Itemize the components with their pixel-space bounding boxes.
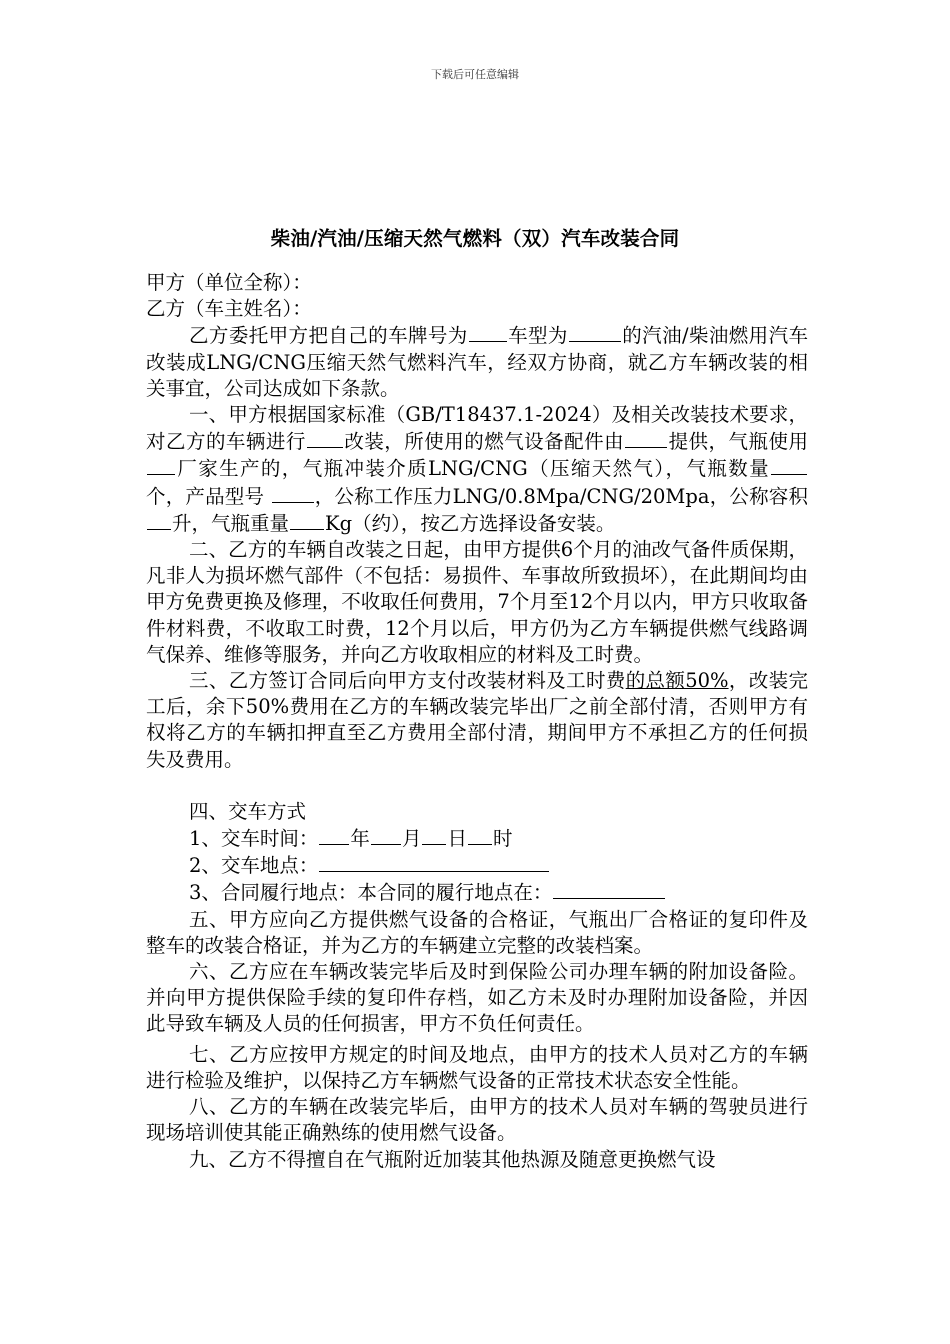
- contract-body: [146, 270, 808, 1173]
- delivery-year-blank[interactable]: [319, 825, 349, 845]
- clause-5: 五、甲方应向乙方提供燃气设备的合格证，气瓶出厂合格证的复印件及整车的改装合格证，并为乙方的车辆建立完整的改装档案。: [146, 907, 808, 957]
- vehicle-model-blank[interactable]: [569, 322, 621, 342]
- clause-2: 二、乙方的车辆自改装之日起，由甲方提供6个月的油改气备件质保期，凡非人为损坏燃气部件（不包括：易损件、车事故所致损坏），在此期间均由甲方免费更换及修理，不收取任何费用，7个月至12个月以内，甲方只收取备件材料费，不收取工时费，12个月以后，甲方仍为乙方车辆提供燃气线路调气保养、维修等服务，并向乙方收取相应的材料及工时费。: [146, 538, 808, 666]
- clause-1-text-2: 改装，所使用的燃气设备配件由: [343, 430, 625, 454]
- intro-text-3: 的汽油/柴油燃用汽车改装成LNG/CNG压缩天然气燃料汽车，经双方协商，就乙方车辆改装的相关事宜，公司达成如下条款。: [146, 324, 808, 400]
- clause-7: 七、乙方应按甲方规定的时间及地点，由甲方的技术人员对乙方的车辆进行检验及维护，以保持乙方车辆燃气设备的正常技术状态安全性能。: [146, 1042, 808, 1092]
- delivery-time-line: [146, 825, 808, 852]
- clause-1: [146, 402, 808, 537]
- plate-number-blank[interactable]: [469, 322, 507, 342]
- clause-1-text-3: 提供，气瓶使用: [668, 430, 808, 454]
- delivery-place-blank[interactable]: [319, 852, 549, 872]
- delivery-place-label: 2、交车地点：: [189, 854, 319, 878]
- contract-venue-label: 3、合同履行地点：本合同的履行地点在：: [189, 881, 553, 905]
- clause-4-heading: 四、交车方式: [189, 799, 307, 823]
- clause-1-text-1: 一、甲方根据国家标准（GB/T18437.1-2024）及相关改装技术要求，对乙方的车辆进行: [146, 403, 808, 454]
- contract-venue-blank[interactable]: [553, 879, 665, 899]
- cylinder-count-blank[interactable]: [771, 455, 807, 475]
- hour-unit: 时: [492, 827, 513, 851]
- supplier-blank[interactable]: [625, 428, 667, 448]
- intro-paragraph: [146, 322, 808, 402]
- clause-3: [146, 668, 808, 773]
- intro-text-1: 乙方委托甲方把自己的车牌号为: [189, 324, 468, 348]
- clause-1-text-5: 个，产品型号: [146, 484, 265, 508]
- clause-1-text-7: 升，气瓶重量: [172, 511, 290, 535]
- cylinder-weight-blank[interactable]: [290, 510, 324, 530]
- contract-title: 柴油/汽油/压缩天然气燃料（双）汽车改装合同: [270, 227, 680, 250]
- page-header-note: 下载后可任意编辑: [431, 68, 519, 81]
- clause-1-text-6: ，公称工作压力LNG/0.8Mpa/CNG/20Mpa，公称容积: [314, 484, 808, 508]
- clause-8: 八、乙方的车辆在改装完毕后，由甲方的技术人员对车辆的驾驶员进行现场培训使其能正确熟练的使用燃气设备。: [146, 1095, 808, 1145]
- intro-text-2: 车型为: [507, 324, 568, 348]
- clause-9: 九、乙方不得擅自在气瓶附近加装其他热源及随意更换燃气设: [189, 1147, 716, 1171]
- contract-venue-line: [146, 879, 808, 906]
- month-unit: 月: [401, 827, 422, 851]
- delivery-place-line: [146, 852, 808, 879]
- delivery-time-label: 1、交车时间：: [189, 827, 319, 851]
- clause-1-text-4: 厂家生产的，气瓶冲装介质LNG/CNG（压缩天然气），气瓶数量: [176, 457, 770, 481]
- manufacturer-blank[interactable]: [147, 455, 175, 475]
- day-unit: 日: [447, 827, 467, 851]
- product-model-blank[interactable]: [272, 483, 314, 503]
- volume-blank[interactable]: [147, 510, 171, 530]
- delivery-month-blank[interactable]: [371, 825, 401, 845]
- paragraph-gap: [146, 773, 808, 799]
- party-a-line: 甲方（单位全称）：: [146, 271, 312, 294]
- clause-3-text-3: ，改装完工后，余下50%费用在乙方的车辆改装完毕出厂之前全部付清，否则甲方有权将乙方的车辆扣押直至乙方费用全部付清，期间甲方不承担乙方的任何损失及费用。: [146, 669, 808, 771]
- delivery-day-blank[interactable]: [422, 825, 446, 845]
- clause-6: 六、乙方应在车辆改装完毕后及时到保险公司办理车辆的附加设备险。并向甲方提供保险手续的复印件存档，如乙方未及时办理附加设备险，并因此导致车辆及人员的任何损害，甲方不负任何责任。: [146, 960, 808, 1036]
- modification-type-blank[interactable]: [307, 428, 343, 448]
- party-b-line: 乙方（车主姓名）：: [146, 297, 312, 321]
- delivery-hour-blank[interactable]: [468, 825, 492, 845]
- clause-3-underlined-amount: 的总额50%: [625, 669, 729, 693]
- year-unit: 年: [350, 827, 370, 851]
- clause-1-text-8: Kg（约），按乙方选择设备安装。: [325, 511, 616, 535]
- clause-3-text-1: 三、乙方签订合同后向甲方支付改装材料及工时费: [189, 669, 626, 693]
